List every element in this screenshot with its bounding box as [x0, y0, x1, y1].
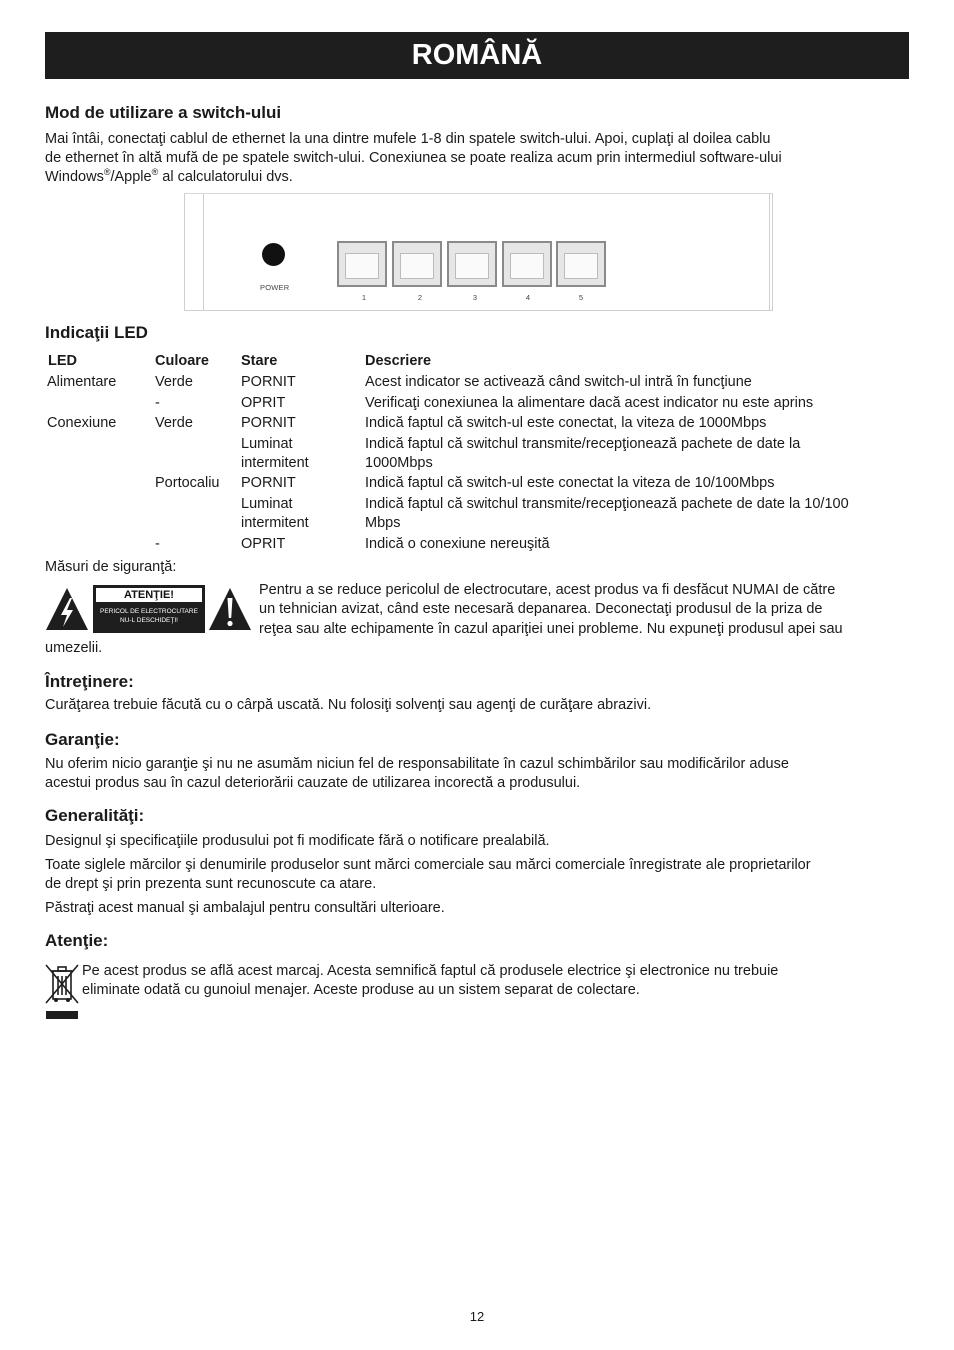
safety-label: Măsuri de siguranţă: — [45, 559, 177, 575]
table-cell-state: OPRIT — [241, 536, 286, 552]
led-heading: Indicaţii LED — [45, 323, 148, 342]
port-number: 1 — [361, 293, 367, 302]
power-label: POWER — [260, 283, 290, 292]
table-cell-description: 1000Mbps — [365, 455, 433, 471]
general-heading: Generalităţi: — [45, 806, 145, 825]
table-cell-state: PORNIT — [241, 475, 296, 491]
maintenance-text: Curăţarea trebuie făcută cu o cârpă uscată. Nu folosiţi solvenţi sau agenţi de curăţare abrazivi. — [45, 697, 652, 713]
general-paragraph-2-line-2: de drept şi prin prezenta sunt recunoscute ca atare. — [45, 876, 377, 892]
safety-text-line-1: Pentru a se reduce pericolul de electrocutare, acest produs va fi desfăcut NUMAI de către — [259, 582, 836, 598]
switch-back-panel-figure — [184, 193, 773, 311]
table-cell-description: Mbps — [365, 515, 401, 531]
caution-title: ATENŢIE! — [96, 588, 202, 602]
table-cell-state: intermitent — [241, 515, 309, 531]
caution-label-box — [93, 585, 205, 633]
warranty-line-1: Nu oferim nicio garanţie şi nu ne asumăm niciun fel de responsabilitate în cazul schimbărilor sau modificărilor aduse — [45, 756, 789, 772]
exclamation-warning-icon — [208, 586, 252, 631]
language-banner: ROMÂNĂ — [45, 32, 909, 79]
table-cell-description: Indică faptul că switchul transmite/recepţionează pachete de date la 10/100 — [365, 496, 849, 512]
table-cell-state: Luminat — [241, 496, 293, 512]
table-cell-led: Conexiune — [47, 415, 117, 431]
safety-text-line-3: reţea sau alte echipamente în cazul apariţiei unei probleme. Nu expuneţi produsul apei sau — [259, 621, 843, 637]
table-cell-state: OPRIT — [241, 395, 286, 411]
usage-line-1: Mai întâi, conectaţi cablul de ethernet la una dintre mufele 1-8 din spatele switch-ului. Apoi, cuplaţi al doilea cablu — [45, 131, 771, 147]
windows-text: Windows — [45, 169, 104, 185]
table-cell-color: Verde — [155, 374, 193, 390]
ethernet-port-icon — [337, 241, 387, 287]
general-paragraph-2-line-1: Toate siglele mărcilor şi denumirile produselor sunt mărci comerciale sau mărci comerciale înregistrate ale proprietarilor — [45, 857, 811, 873]
attention-heading: Atenţie: — [45, 931, 109, 950]
caution-subtext-line: NU-L DESCHIDEŢI! — [120, 617, 178, 624]
caution-subtext-line: PERICOL DE ELECTROCUTARE — [100, 608, 198, 615]
ethernet-port-icon — [447, 241, 497, 287]
table-header-led: LED — [48, 353, 77, 369]
warranty-line-2: acestui produs sau în cazul deteriorării cauzate de utilizarea incorectă a produsului. — [45, 775, 581, 791]
table-cell-description: Indică faptul că switch-ul este conectat la viteza de 10/100Mbps — [365, 475, 775, 491]
registered-mark: ® — [151, 167, 159, 178]
safety-text-line-4: umezelii. — [45, 640, 103, 656]
table-cell-description: Indică faptul că switch-ul este conectat, la viteza de 1000Mbps — [365, 415, 767, 431]
table-cell-description: Indică faptul că switchul transmite/recepţionează pachete de date la — [365, 436, 801, 452]
general-paragraph-1: Designul şi specificaţiile produsului pot fi modificate fără o notificare prealabilă. — [45, 833, 550, 849]
table-header-description: Descriere — [365, 353, 432, 369]
ethernet-port-icon — [392, 241, 442, 287]
warranty-heading: Garanţie: — [45, 730, 120, 749]
table-cell-state: intermitent — [241, 455, 309, 471]
port-number: 2 — [417, 293, 423, 302]
port-number: 4 — [525, 293, 531, 302]
port-number: 3 — [472, 293, 478, 302]
table-cell-state: PORNIT — [241, 415, 296, 431]
table-cell-color: - — [155, 395, 160, 411]
table-cell-state: Luminat — [241, 436, 293, 452]
table-header-color: Culoare — [155, 353, 209, 369]
usage-line-3 — [45, 168, 293, 187]
attention-line-1: Pe acest produs se află acest marcaj. Acesta semnifică faptul că produsele electrice şi electronice nu trebuie — [82, 963, 779, 979]
crossed-out-bin-icon — [44, 963, 80, 1021]
power-button-icon — [262, 243, 285, 266]
general-paragraph-3: Păstraţi acest manual şi ambalajul pentru consultări ulterioare. — [45, 900, 445, 916]
usage-line-2: de ethernet în altă mufă de pe spatele switch-ului. Conexiunea se poate realiza acum prin intermediul software-ului — [45, 150, 782, 166]
table-cell-description: Verificaţi conexiunea la alimentare dacă acest indicator nu este aprins — [365, 395, 814, 411]
maintenance-heading: Întreţinere: — [45, 672, 134, 691]
table-cell-description: Indică o conexiune nereuşită — [365, 536, 550, 552]
table-cell-color: - — [155, 536, 160, 552]
table-cell-state: PORNIT — [241, 374, 296, 390]
table-cell-color: Portocaliu — [155, 475, 220, 491]
usage-heading: Mod de utilizare a switch-ului — [45, 103, 282, 122]
ethernet-port-icon — [502, 241, 552, 287]
caution-subtext — [94, 607, 204, 625]
attention-line-2: eliminate odată cu gunoiul menajer. Aceste produse au un sistem separat de colectare. — [82, 982, 640, 998]
registered-mark: ® — [103, 167, 111, 178]
table-header-state: Stare — [241, 353, 278, 369]
usage-line-end: al calculatorului dvs. — [158, 169, 293, 185]
table-cell-description: Acest indicator se activează când switch-ul intră în funcţiune — [365, 374, 752, 390]
safety-text-line-2: un tehnician avizat, când este necesară depanarea. Deconectaţi produsul de la priza de — [259, 601, 823, 617]
table-cell-led: Alimentare — [47, 374, 117, 390]
table-cell-color: Verde — [155, 415, 193, 431]
apple-text: /Apple — [110, 169, 152, 185]
ethernet-port-icon — [556, 241, 606, 287]
electric-shock-warning-icon — [45, 586, 89, 631]
port-number: 5 — [578, 293, 584, 302]
page-number: 12 — [469, 1309, 485, 1324]
